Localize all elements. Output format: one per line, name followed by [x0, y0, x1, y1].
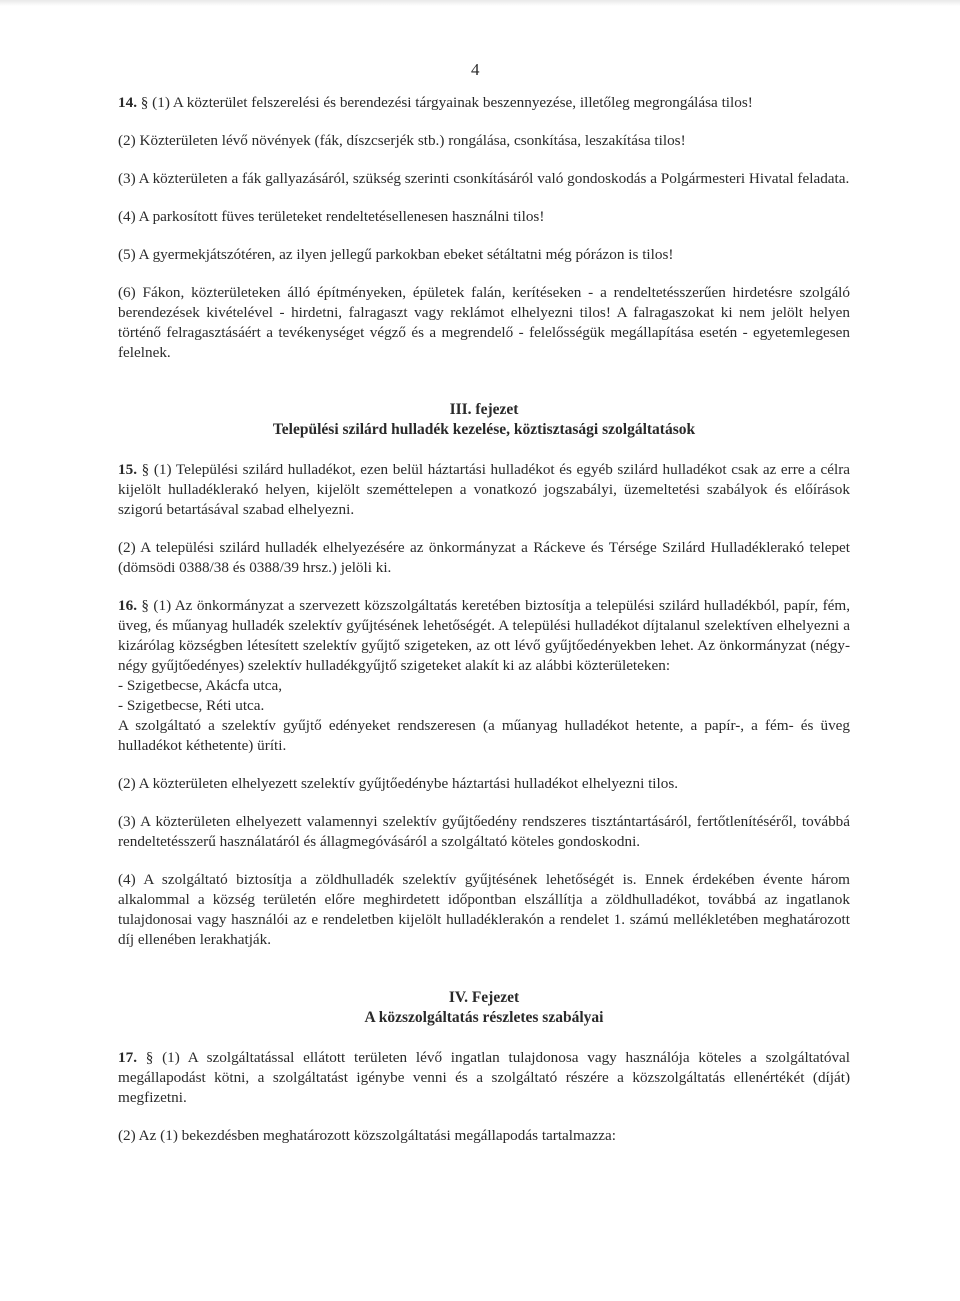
- section-16-paragraph-2: (2) A közterületen elhelyezett szelektív gyűjtőedénybe háztartási hulladékot elhelyezni tilos.: [118, 775, 679, 792]
- section-14-paragraph-4: (4) A parkosított füves területeket rendeltetésellenesen használni tilos!: [118, 208, 545, 225]
- section-14-paragraph-3: (3) A közterületen a fák gallyazásáról, szükség szerinti csonkításáról való gondoskodás a Polgármesteri Hivatal feladata.: [118, 170, 850, 187]
- chapter-3-subtitle: Települési szilárd hulladék kezelése, köztisztasági szolgáltatások: [272, 421, 696, 438]
- section-17-paragraph-2: (2) Az (1) bekezdésben meghatározott közszolgáltatási megállapodás tartalmazza:: [118, 1127, 617, 1144]
- section-16-paragraph-1b: A szolgáltató a szelektív gyűjtő edényeket rendszeresen (a műanyag hulladékot hetente, a papír-, a fém- és üveg hulladékot kéthetente) üríti.: [118, 717, 850, 754]
- section-14-paragraph-6: (6) Fákon, közterületeken álló építményeken, épületek falán, kerítéseken - a rendeltetésszerűen hirdetésre szolgáló berendezések kivételével - hirdetni, falragaszt vagy reklámot elhelyezni tilos! A falragaszokat ki nem jelölt helyen történő felragasztásáért a tevékenységet végző és a megrendelő - felelősségük megállapítása esetén - egyetemlegesen felelnek.: [118, 284, 850, 361]
- section-15-paragraph-1: [118, 460, 850, 520]
- list-item-reti: - Szigetbecse, Réti utca.: [118, 697, 265, 714]
- section-15-paragraph-2: (2) A települési szilárd hulladék elhelyezésére az önkormányzat a Ráckeve és Térsége Szilárd Hulladéklerakó telepet (dömsödi 0388/38 és 0388/39 hrsz.) jelöli ki.: [118, 539, 850, 576]
- section-14-paragraph-2: (2) Közterületen lévő növények (fák, díszcserjék stb.) rongálása, csonkítása, leszakítása tilos!: [118, 132, 686, 149]
- section-17-text-1: § (1) A szolgáltatással ellátott területen lévő ingatlan tulajdonosa vagy használója köteles a szolgáltatóval megállapodást kötni, a szolgáltatást igénybe venni és a szolgáltató részére a közszolgáltatás ellenértékét (díját) megfizetni.: [118, 1049, 851, 1106]
- chapter-3-title: III. fejezet: [449, 401, 519, 418]
- section-16-number: 16.: [118, 597, 137, 614]
- list-item-akacfa: - Szigetbecse, Akácfa utca,: [118, 677, 283, 694]
- section-15-number: 15.: [118, 461, 137, 478]
- chapter-4-subtitle: A közszolgáltatás részletes szabályai: [364, 1009, 604, 1026]
- section-14-number: 14.: [118, 94, 137, 111]
- section-17-number: 17.: [118, 1049, 137, 1066]
- chapter-4-title: IV. Fejezet: [448, 989, 520, 1006]
- page-number: 4: [471, 60, 480, 79]
- section-17-paragraph-1: [118, 1048, 850, 1108]
- scan-edge-shadow: [0, 0, 960, 6]
- section-15-text-1: § (1) Települési szilárd hulladékot, ezen belül háztartási hulladékot és egyéb szilárd hulladékot csak az erre a célra kijelölt hulladéklerakó helyen, kijelölt szeméttelepen a vonatkozó jogszabályi, üzemeltetési szabályok és előírások szigorú betartásával szabad elhelyezni.: [118, 461, 851, 518]
- document-body: [118, 93, 850, 1146]
- section-16-paragraph-3: (3) A közterületen elhelyezett valamennyi szelektív gyűjtőedény rendszeres tisztántartásáról, fertőtlenítéséről, továbbá rendeltetésszerű használatáról és állagmegóvásáról a szolgáltató köteles gondoskodni.: [118, 813, 850, 850]
- section-16-paragraph-4: (4) A szolgáltató biztosítja a zöldhulladék szelektív gyűjtésének lehetőségét is. Ennek érdekében évente három alkalommal a község területén előre meghirdetett időpontban elszállítja a zöldhulladékot, továbbá az ingatlanok tulajdonosai vagy használói az e rendeletben kijelölt hulladéklerakón a rendelet 1. számú mellékletében meghatározott díj ellenében lerakhatják.: [118, 871, 850, 948]
- section-14-paragraph-5: (5) A gyermekjátszótéren, az ilyen jellegű parkokban ebeket sétáltatni még pórázon is tilos!: [118, 246, 674, 263]
- section-14-paragraph-1: [118, 93, 850, 113]
- section-16-paragraph-1: [118, 596, 850, 676]
- section-14-text-1: § (1) A közterület felszerelési és berendezési tárgyainak beszennyezése, illetőleg megrongálása tilos!: [140, 94, 753, 111]
- section-16-text-1: § (1) Az önkormányzat a szervezett közszolgáltatás keretében biztosítja a települési szilárd hulladékból, papír, fém, üveg, és műanyag hulladék szelektív gyűjtésének lehetőségét. A települési hulladékot díjtalanul szelektíven elhelyezni a kizárólag községben létesített szelektív gyűjtő szigeteken, az ott lévő gyűjtőedényekben lehet. Az önkormányzat (négy-négy gyűjtőedényes) szelektív hulladékgyűjtő szigeteket alakít ki az alábbi közterületeken:: [118, 597, 850, 674]
